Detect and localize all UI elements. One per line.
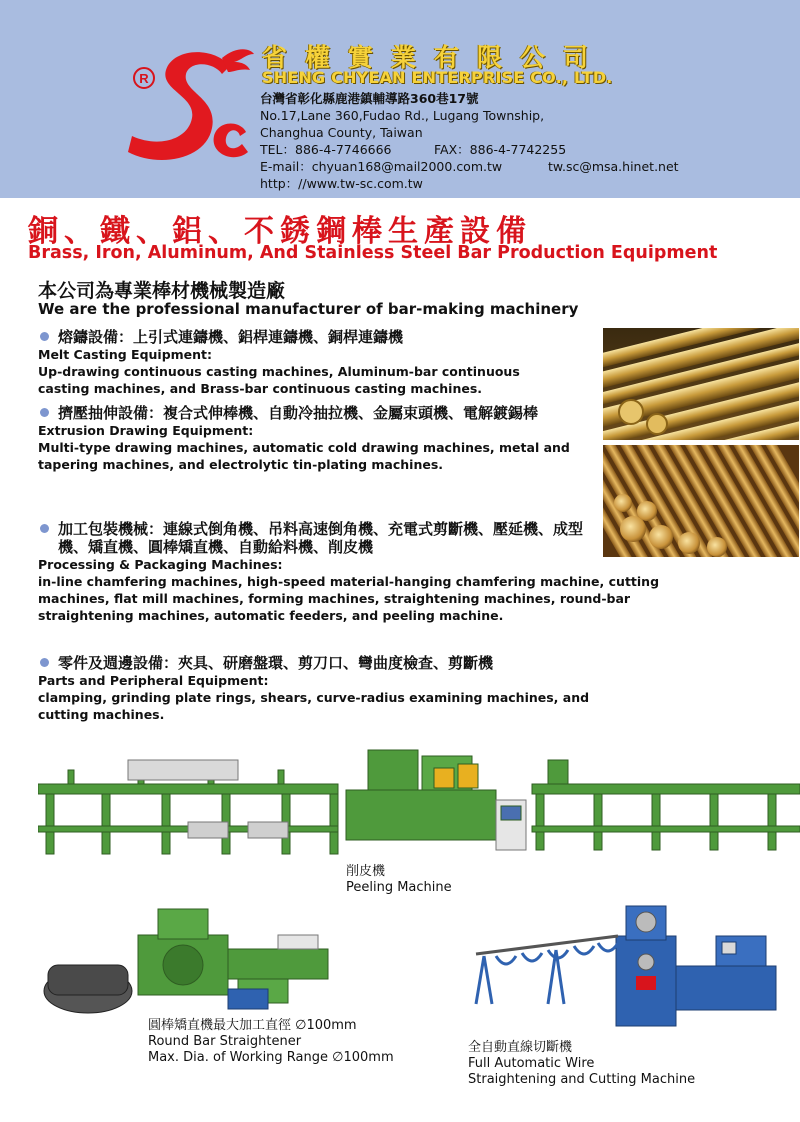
- wire-caption-en-1: Full Automatic Wire: [468, 1056, 595, 1071]
- peeling-caption-en: Peeling Machine: [346, 880, 452, 895]
- company-name-en: SHENG CHYEAN ENTERPRISE CO., LTD.: [262, 68, 613, 87]
- section-heading-en: Parts and Peripheral Equipment:: [38, 673, 269, 688]
- email-1[interactable]: E-mail：chyuan168@mail2000.com.tw: [260, 159, 503, 174]
- peeling-caption-cn: 削皮機: [346, 864, 386, 879]
- svg-text:R: R: [139, 71, 149, 86]
- section-heading-cn: 加工包裝機械：連線式倒角機、吊料高速倒角機、充電式剪斷機、壓延機、成型機、矯直機、圓棒矯直機、自動給料機、削皮機: [58, 520, 584, 556]
- address-cn: 台灣省彰化縣鹿港鎮輔導路360巷17號: [260, 91, 479, 106]
- section-processing-packaging: [38, 520, 668, 624]
- bullet-icon: [40, 658, 49, 667]
- round-bar-straightener-image: [38, 905, 338, 1015]
- wire-cutting-machine-image: [466, 896, 786, 1036]
- peeling-machine-image: [38, 740, 800, 864]
- section-body: clamping, grinding plate rings, shears, curve-radius examining machines, and cutting machines.: [38, 690, 590, 722]
- intro-en: We are the professional manufacturer of bar-making machinery: [38, 300, 579, 318]
- section-body: Multi-type drawing machines, automatic cold drawing machines, metal and tapering machines, and electrolytic tin-plating machines.: [38, 440, 570, 472]
- fax: FAX：886-4-7742255: [434, 142, 567, 157]
- section-body: in-line chamfering machines, high-speed material-hanging chamfering machine, cutting machines, flat mill machines, forming machines, straightening machines, round-bar straightening machines, automatic feeders, and peeling machine.: [38, 574, 660, 623]
- section-heading-en: Processing & Packaging Machines:: [38, 557, 283, 572]
- bullet-icon: [40, 524, 49, 533]
- section-heading-en: Melt Casting Equipment:: [38, 347, 213, 362]
- website[interactable]: http：//www.tw-sc.com.tw: [260, 176, 423, 191]
- brass-bars-photo-1: [603, 328, 799, 440]
- company-name-cn: 省權實業有限公司: [262, 43, 607, 72]
- straightener-caption-en-1: Round Bar Straightener: [148, 1034, 302, 1049]
- email-2[interactable]: tw.sc@msa.hinet.net: [548, 159, 679, 174]
- address-en-line2: Changhua County, Taiwan: [260, 125, 423, 140]
- section-heading-cn: 熔鑄設備：上引式連鑄機、鋁桿連鑄機、銅桿連鑄機: [58, 328, 404, 346]
- section-heading-en: Extrusion Drawing Equipment:: [38, 423, 254, 438]
- section-heading-cn: 擠壓抽伸設備：複合式伸棒機、自動冷抽拉機、金屬束頭機、電解鍍錫棒: [58, 404, 539, 422]
- address-en-line1: No.17,Lane 360,Fudao Rd., Lugang Township,: [260, 108, 545, 123]
- brass-bars-photo-2: [603, 445, 799, 557]
- section-parts-peripheral: [38, 654, 638, 723]
- bullet-icon: [40, 408, 49, 417]
- main-title-cn: 銅、鐵、鋁、不銹鋼棒生產設備: [28, 214, 532, 249]
- main-title-en: Brass, Iron, Aluminum, And Stainless Steel Bar Production Equipment: [28, 243, 718, 263]
- section-body: Up-drawing continuous casting machines, Aluminum-bar continuous casting machines, and Brass-bar continuous casting machines.: [38, 364, 520, 396]
- section-extrusion-drawing: [38, 404, 598, 473]
- tel: TEL：886-4-7746666: [260, 142, 392, 157]
- section-melt-casting: [38, 328, 598, 397]
- straightener-caption-en-2: Max. Dia. of Working Range ∅100mm: [148, 1050, 394, 1065]
- section-heading-cn: 零件及週邊設備：夾具、研磨盤環、剪刀口、彎曲度檢查、剪斷機: [58, 654, 494, 672]
- company-logo: [118, 40, 256, 180]
- bullet-icon: [40, 332, 49, 341]
- intro-cn: 本公司為專業棒材機械製造廠: [38, 280, 286, 302]
- straightener-caption-cn: 圓棒矯直機最大加工直徑 ∅100mm: [148, 1018, 357, 1033]
- wire-caption-cn: 全自動直線切斷機: [468, 1040, 573, 1055]
- wire-caption-en-2: Straightening and Cutting Machine: [468, 1072, 696, 1087]
